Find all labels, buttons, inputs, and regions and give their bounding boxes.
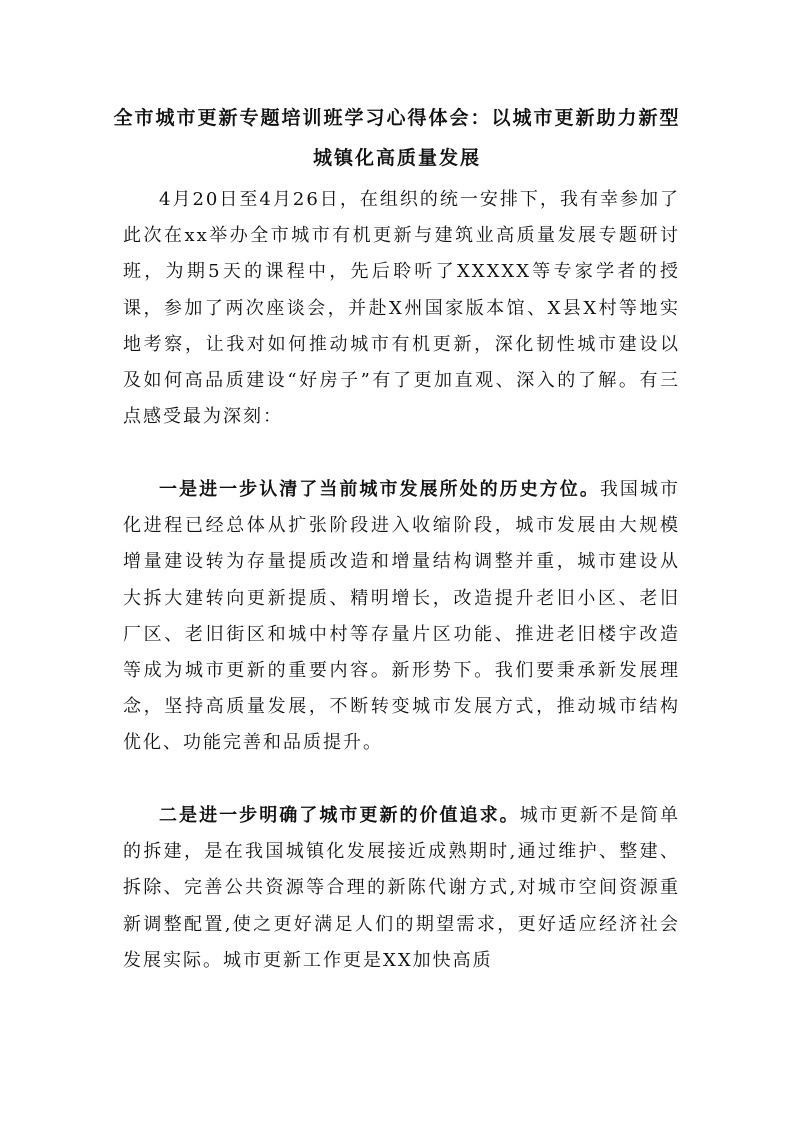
paragraph-point-one [123,472,680,762]
paragraph-point-one-lead: 一是进一步认清了当前城市发展所处的历史方位。 [159,479,600,500]
document-title: 全市城市更新专题培训班学习心得体会：以城市更新助力新型城镇化高质量发展 [113,107,681,169]
paragraph-intro [123,182,680,435]
paragraph-point-two-text: 城市更新不是简单的拆建，是在我国城镇化发展接近成熟期时,通过维护、整建、拆除、完善公共资源等合理的新陈代谢方式,对城市空间资源重新调整配置,使之更好满足人们的期望需求，更好适应经济社会发展实际。城市更新工作更是XX加快高质 [123,805,680,971]
paragraph-point-two-lead: 二是进一步明确了城市更新的价值追求。 [159,805,520,826]
paragraph-point-two [123,798,680,979]
paragraph-intro-text: 4月20日至4月26日，在组织的统一安排下，我有幸参加了此次在xx举办全市城市有机更新与建筑业高质量发展专题研讨班，为期5天的课程中，先后聆听了XXXXX等专家学者的授课，参加了两次座谈会，并赴X州国家版本馆、X县X村等地实地考察，让我对如何推动城市有机更新，深化韧性城市建设以及如何高品质建设“好房子”有了更加直观、深入的了解。有三点感受最为深刻： [123,189,680,428]
paragraph-point-one-text: 我国城市化进程已经总体从扩张阶段进入收缩阶段，城市发展由大规模增量建设转为存量提质改造和增量结构调整并重，城市建设从大拆大建转向更新提质、精明增长，改造提升老旧小区、老旧厂区、老旧街区和城中村等存量片区功能、推进老旧楼宇改造等成为城市更新的重要内容。新形势下。我们要秉承新发展理念，坚持高质量发展，不断转变城市发展方式，推动城市结构优化、功能完善和品质提升。 [123,479,681,754]
